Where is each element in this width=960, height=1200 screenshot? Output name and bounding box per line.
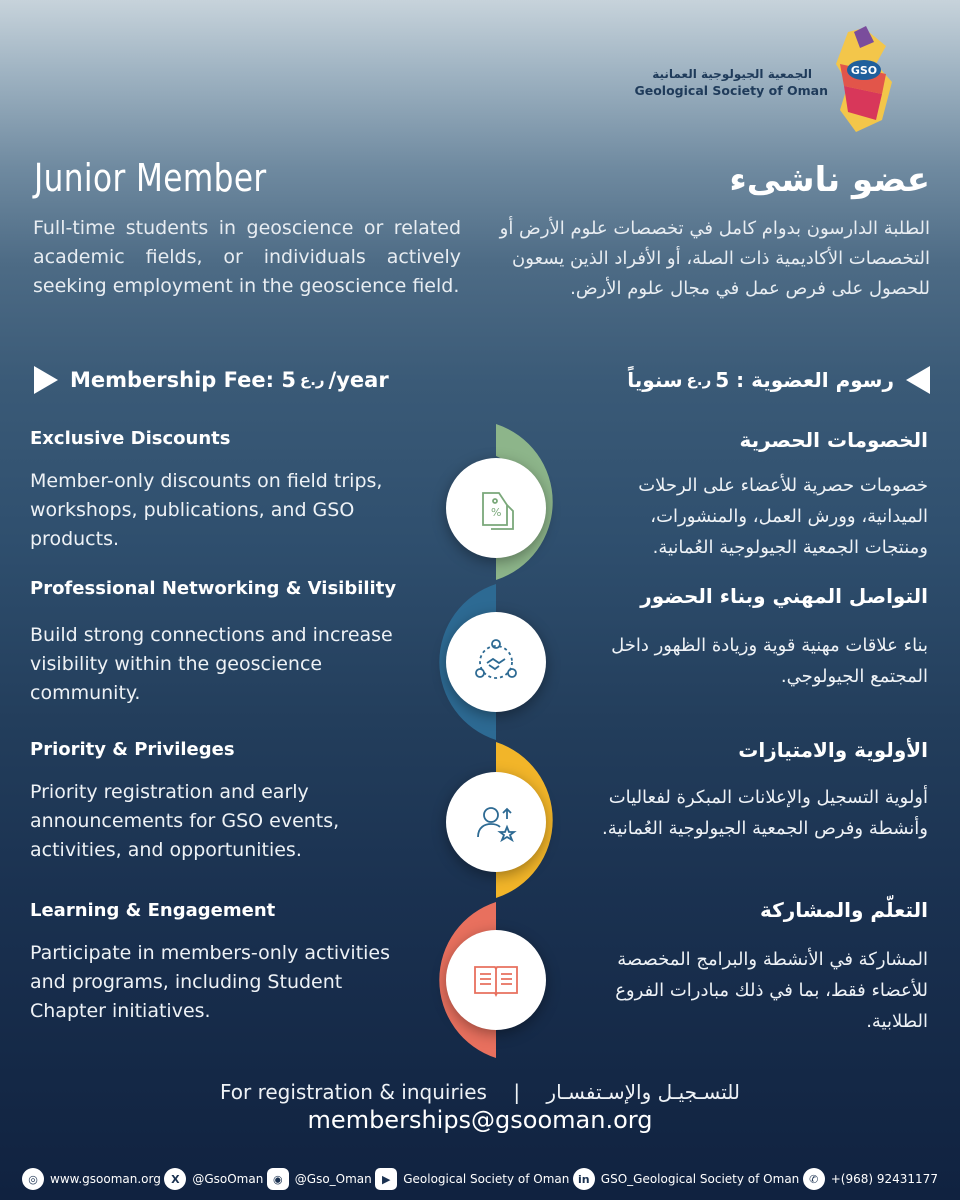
benefit-text-ar: المشاركة في الأنشطة والبرامج المخصصة للأعضاء فقط، بما في ذلك مبادرات الفروع الطلابية. <box>615 949 928 1032</box>
fee-label-en: Membership Fee: 5 <box>70 368 296 392</box>
logo-english-name: Geological Society of Oman <box>634 83 828 98</box>
fee-suffix-en: /year <box>328 368 389 392</box>
benefit-text-en: Build strong connections and increase visibility within the geoscience community. <box>30 624 393 704</box>
benefit-title-en: Professional Networking & Visibility <box>30 578 397 599</box>
benefit-text-en: Participate in members-only activities and programs, including Student Chapter initiatives. <box>30 942 391 1022</box>
instagram-link[interactable] <box>267 1168 372 1190</box>
youtube-text: Geological Society of Oman <box>403 1172 570 1186</box>
globe-icon: ◎ <box>22 1168 44 1190</box>
contact-email-link[interactable]: memberships@gsooman.org <box>307 1106 653 1134</box>
benefit-text-en: Priority registration and early announcements for GSO events, activities, and opportunities. <box>30 781 340 861</box>
fee-suffix-ar: سنوياً <box>627 368 683 392</box>
benefit-title-ar: الأولوية والامتيازات <box>738 738 928 762</box>
website-text: www.gsooman.org <box>50 1172 161 1186</box>
rial-currency-icon: ر.ع <box>299 371 325 389</box>
x-text: @GsoOman <box>192 1172 264 1186</box>
user-star-icon <box>446 772 546 872</box>
benefit-text-en: Member-only discounts on field trips, workshops, publications, and GSO products. <box>30 470 383 550</box>
phone-icon: ✆ <box>803 1168 825 1190</box>
svg-text:GSO: GSO <box>850 64 878 77</box>
phone-link[interactable] <box>803 1168 938 1190</box>
logo-arabic-name: الجمعية الجيولوجية العمانية <box>652 67 812 81</box>
open-book-icon <box>446 930 546 1030</box>
x-link[interactable] <box>164 1168 263 1190</box>
description-arabic: الطلبة الدارسون بدوام كامل في تخصصات علوم الأرض أو التخصصات الأكاديمية ذات الصلة، أو الأفراد الذين يسعون للحصول على فرص عمل في مجال علوم الأرض. <box>499 218 930 299</box>
description-english: Full-time students in geoscience or related academic fields, or individuals actively seeking employment in the geoscience field. <box>33 217 461 297</box>
fee-label-ar: رسوم العضوية : 5 <box>715 368 894 392</box>
contact-line <box>0 1080 960 1104</box>
rial-currency-icon: ر.ع <box>686 371 712 389</box>
handshake-network-icon <box>446 612 546 712</box>
instagram-text: @Gso_Oman <box>294 1172 372 1186</box>
benefit-text-ar: بناء علاقات مهنية قوية وزيادة الظهور داخل المجتمع الجيولوجي. <box>611 635 928 687</box>
svg-text:%: % <box>491 506 502 519</box>
social-footer <box>0 1162 960 1196</box>
title-english: Junior Member <box>34 156 267 200</box>
benefit-title-ar: الخصومات الحصرية <box>739 428 928 452</box>
contact-en: For registration & inquiries <box>219 1080 487 1104</box>
youtube-icon: ▶ <box>375 1168 397 1190</box>
website-link[interactable] <box>22 1168 161 1190</box>
x-icon: X <box>164 1168 186 1190</box>
title-arabic: عضو ناشىء <box>729 160 930 200</box>
linkedin-link[interactable] <box>573 1168 799 1190</box>
contact-separator: | <box>513 1080 521 1104</box>
benefit-title-en: Priority & Privileges <box>30 739 235 760</box>
contact-ar: للتسـجيـل والإسـتفسـار <box>546 1080 741 1104</box>
benefit-title-ar: التواصل المهني وبناء الحضور <box>640 584 928 608</box>
phone-text: +(968) 92431177 <box>830 1172 938 1186</box>
instagram-icon: ◉ <box>267 1168 289 1190</box>
benefit-title-en: Exclusive Discounts <box>30 428 231 449</box>
benefit-title-ar: التعلّم والمشاركة <box>760 898 928 922</box>
youtube-link[interactable] <box>375 1168 569 1190</box>
linkedin-text: GSO_Geological Society of Oman <box>600 1172 800 1186</box>
benefit-title-en: Learning & Engagement <box>30 900 276 921</box>
discount-tag-icon <box>446 458 546 558</box>
linkedin-icon: in <box>573 1168 595 1190</box>
benefit-text-ar: خصومات حصرية للأعضاء على الرحلات الميدانية، وورش العمل، والمنشورات، ومنتجات الجمعية الجيولوجية العُمانية. <box>638 475 928 558</box>
benefit-text-ar: أولوية التسجيل والإعلانات المبكرة لفعاليات وأنشطة وفرص الجمعية الجيولوجية العُمانية. <box>601 787 928 839</box>
